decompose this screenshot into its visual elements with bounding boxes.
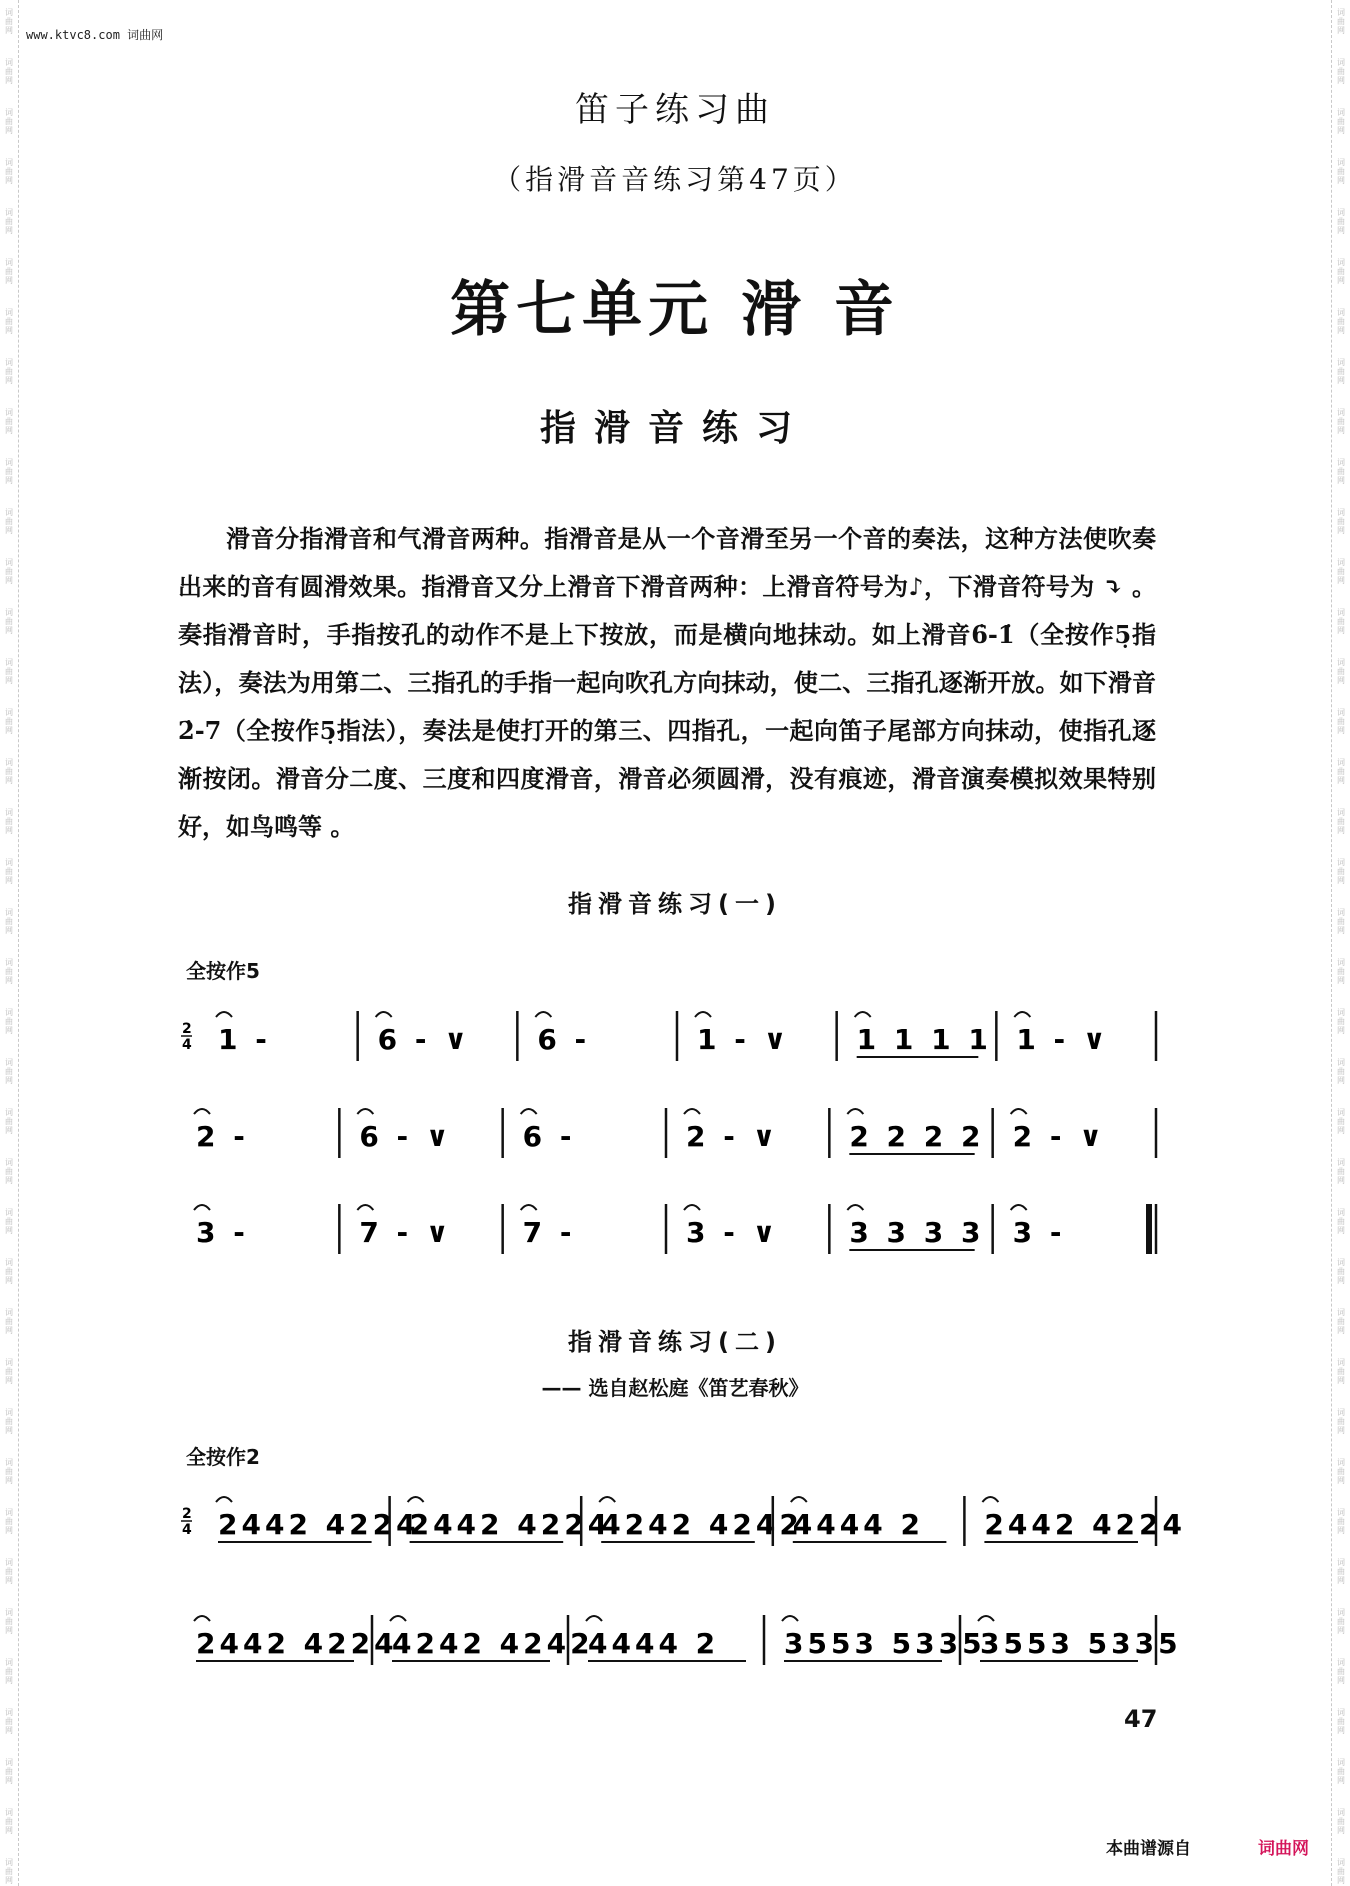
- measure-notes: 2442 4224: [409, 1508, 612, 1541]
- margin-watermark-mark: 词 曲 网: [5, 908, 13, 935]
- margin-watermark-mark: 词 曲 网: [5, 408, 13, 435]
- margin-watermark-mark: 词 曲 网: [1337, 1508, 1345, 1535]
- margin-watermark-mark: 词 曲 网: [1337, 758, 1345, 785]
- margin-watermark-mark: 词 曲 网: [5, 508, 13, 535]
- measure-notes: 7 - ∨: [359, 1216, 453, 1249]
- section-title: 指滑音练习: [539, 408, 810, 449]
- margin-watermark-mark: 词 曲 网: [5, 1458, 13, 1485]
- slide-mark: [376, 1012, 392, 1017]
- margin-watermark-mark: 词 曲 网: [1337, 8, 1345, 35]
- margin-watermark-mark: 词 曲 网: [1337, 1158, 1345, 1185]
- margin-watermark-mark: 词 曲 网: [1337, 1658, 1345, 1685]
- page-number: 47: [1124, 1705, 1158, 1733]
- margin-watermark-mark: 词 曲 网: [1337, 158, 1345, 185]
- notation-staff: [180, 1607, 1182, 1671]
- measure-notes: 1 1 1 1: [856, 1023, 992, 1056]
- measure-notes: 2442 4224: [218, 1508, 420, 1541]
- margin-watermark-mark: 词 曲 网: [1337, 1708, 1345, 1735]
- margin-watermark-mark: 词 曲 网: [5, 658, 13, 685]
- margin-watermark-mark: 词 曲 网: [5, 958, 13, 985]
- slide-mark: [216, 1497, 232, 1502]
- time-signature-numerator: 2: [182, 1506, 192, 1522]
- exercise-1-title: 指滑音练习(一): [568, 890, 782, 918]
- site-watermark: www.ktvc8.com 词曲网: [26, 28, 164, 42]
- time-signature-denominator: 4: [182, 1522, 192, 1538]
- time-signature-denominator: 4: [182, 1037, 192, 1053]
- margin-watermark-mark: 词 曲 网: [5, 808, 13, 835]
- margin-watermark-mark: 词 曲 网: [1337, 1208, 1345, 1235]
- margin-watermark-mark: 词 曲 网: [1337, 458, 1345, 485]
- margin-watermark-mark: 词 曲 网: [1337, 358, 1345, 385]
- measure-notes: 4242 4242: [601, 1508, 803, 1541]
- measure-notes: 6 - ∨: [377, 1023, 472, 1056]
- margin-watermark-mark: 词 曲 网: [1337, 808, 1345, 835]
- margin-watermark-mark: 词 曲 网: [5, 1808, 13, 1835]
- measure-notes: 6 - ∨: [359, 1120, 453, 1153]
- margin-watermark-mark: 词 曲 网: [1337, 958, 1345, 985]
- measure-notes: 2442 4224: [984, 1508, 1187, 1541]
- margin-watermark-mark: 词 曲 网: [5, 458, 13, 485]
- measure-notes: 3553 5335: [980, 1627, 1182, 1660]
- margin-watermark-mark: 词 曲 网: [5, 758, 13, 785]
- margin-watermark-mark: 词 曲 网: [1337, 1258, 1345, 1285]
- margin-watermark-mark: 词 曲 网: [1337, 408, 1345, 435]
- measure-notes: 1 - ∨: [697, 1023, 791, 1056]
- margin-watermark-mark: 词 曲 网: [5, 1308, 13, 1335]
- margin-watermark-mark: 词 曲 网: [5, 1358, 13, 1385]
- slide-mark: [1011, 1109, 1027, 1114]
- measure-notes: 1 - ∨: [1016, 1023, 1110, 1056]
- slide-mark: [791, 1497, 807, 1502]
- margin-watermark-mark: 词 曲 网: [5, 358, 13, 385]
- notation-staff: [180, 1196, 1160, 1260]
- slide-mark: [535, 1012, 551, 1017]
- measure-notes: 4444 2: [792, 1508, 924, 1541]
- unit-title: 第七单元 滑 音: [450, 275, 900, 345]
- slide-mark: [855, 1012, 871, 1017]
- margin-watermark-mark: 词 曲 网: [5, 1258, 13, 1285]
- final-bar-line: [1146, 1204, 1152, 1254]
- intro-paragraph: 滑音分指滑音和气滑音两种。指滑音是从一个音滑至另一个音的奏法，这种方法使吹奏出来的音有圆滑效果。指滑音又分上滑音下滑音两种：上滑音符号为♪，下滑音符号为 ⤵ 。奏指滑音时，手指按孔的动作不是上下按放，而是横向地抹动。如上滑音6̇-1̇（全按作5̣指法），奏法为用第二、三指孔的手指一起向吹孔方向抹动，使二、三指孔逐渐开放。如下滑音2̇-7（全按作5̣指法），奏法是使打开的第三、四指孔，一起向笛子尾部方向抹动，使指孔逐渐按闭。滑音分二度、三度和四度滑音，滑音必须圆滑，没有痕迹，滑音演奏模拟效果特别好，如鸟鸣等 。: [178, 524, 1156, 841]
- margin-watermark-mark: 词 曲 网: [1337, 1808, 1345, 1835]
- slide-mark: [684, 1109, 700, 1114]
- slide-mark: [1014, 1012, 1030, 1017]
- margin-watermark-mark: 词 曲 网: [5, 158, 13, 185]
- margin-watermark-mark: 词 曲 网: [1337, 908, 1345, 935]
- measure-notes: 1 -: [218, 1023, 271, 1056]
- measure-notes: 3 -: [196, 1216, 249, 1249]
- margin-watermark-mark: 词 曲 网: [1337, 1058, 1345, 1085]
- slide-mark: [684, 1205, 700, 1210]
- notation-staff: [180, 1488, 1187, 1552]
- footer-source-label: 本曲谱源自: [1106, 1839, 1191, 1859]
- margin-watermark-mark: 词 曲 网: [5, 858, 13, 885]
- margin-watermark-mark: 词 曲 网: [1337, 1458, 1345, 1485]
- margin-watermark-mark: 词 曲 网: [1337, 658, 1345, 685]
- margin-watermark-mark: 词 曲 网: [1337, 608, 1345, 635]
- time-signature-numerator: 2: [182, 1021, 192, 1037]
- exercise-2-fingering: 全按作2: [186, 1445, 260, 1469]
- exercise-2-row-2: [180, 1607, 1182, 1671]
- exercise-1-row-1: [180, 1003, 1160, 1067]
- exercise-2-source: —— 选自赵松庭《笛艺春秋》: [541, 1376, 809, 1400]
- measure-notes: 4242 4242: [392, 1627, 594, 1660]
- margin-watermark-mark: 词 曲 网: [5, 708, 13, 735]
- margin-watermark-mark: 词 曲 网: [5, 108, 13, 135]
- slide-mark: [847, 1205, 863, 1210]
- margin-watermark-mark: 词 曲 网: [1337, 558, 1345, 585]
- measure-notes: 3 - ∨: [686, 1216, 780, 1249]
- slide-mark: [586, 1616, 602, 1621]
- margin-watermark-mark: 词 曲 网: [1337, 58, 1345, 85]
- slide-mark: [216, 1012, 232, 1017]
- notation-staff: [180, 1100, 1160, 1164]
- page-title: 笛子练习曲: [575, 90, 775, 130]
- slide-mark: [194, 1109, 210, 1114]
- margin-watermark-mark: 词 曲 网: [5, 1008, 13, 1035]
- margin-watermark-mark: 词 曲 网: [1337, 258, 1345, 285]
- slide-mark: [599, 1497, 615, 1502]
- exercise-1-fingering: 全按作5: [186, 959, 260, 983]
- margin-watermark-mark: 词 曲 网: [5, 8, 13, 35]
- margin-watermark-mark: 词 曲 网: [5, 1558, 13, 1585]
- margin-watermark-mark: 词 曲 网: [1337, 1558, 1345, 1585]
- slide-mark: [390, 1616, 406, 1621]
- measure-notes: 3553 5335: [784, 1627, 986, 1660]
- margin-watermark-mark: 词 曲 网: [5, 1608, 13, 1635]
- slide-mark: [978, 1616, 994, 1621]
- margin-watermark-mark: 词 曲 网: [5, 1208, 13, 1235]
- measure-notes: 4444 2: [588, 1627, 720, 1660]
- slide-mark: [1011, 1205, 1027, 1210]
- margin-watermark-mark: 词 曲 网: [1337, 1108, 1345, 1135]
- margin-watermark-mark: 词 曲 网: [5, 1658, 13, 1685]
- measure-notes: 2 - ∨: [686, 1120, 780, 1153]
- measure-notes: 2 2 2 2: [849, 1120, 985, 1153]
- margin-watermark-mark: 词 曲 网: [1337, 1358, 1345, 1385]
- measure-notes: 2 -: [196, 1120, 249, 1153]
- margin-watermark-mark: 词 曲 网: [5, 608, 13, 635]
- margin-watermark-mark: 词 曲 网: [5, 1508, 13, 1535]
- slide-mark: [408, 1497, 424, 1502]
- slide-mark: [194, 1205, 210, 1210]
- margin-watermark-mark: 词 曲 网: [5, 1058, 13, 1085]
- slide-mark: [982, 1497, 998, 1502]
- notation-staff: [180, 1003, 1160, 1067]
- margin-watermark-mark: 词 曲 网: [1337, 1758, 1345, 1785]
- slide-mark: [847, 1109, 863, 1114]
- slide-mark: [357, 1109, 373, 1114]
- margin-watermark-mark: 词 曲 网: [5, 1408, 13, 1435]
- margin-watermark-mark: 词 曲 网: [1337, 308, 1345, 335]
- margin-watermark-mark: 词 曲 网: [1337, 508, 1345, 535]
- margin-watermark-mark: 词 曲 网: [1337, 1858, 1345, 1885]
- footer-brand-link[interactable]: 词曲网: [1258, 1839, 1309, 1859]
- margin-watermark-mark: 词 曲 网: [5, 58, 13, 85]
- margin-watermark-mark: 词 曲 网: [5, 558, 13, 585]
- margin-watermark-mark: 词 曲 网: [5, 308, 13, 335]
- measure-notes: 6 -: [537, 1023, 591, 1056]
- margin-watermark-mark: 词 曲 网: [1337, 1008, 1345, 1035]
- measure-notes: 2442 4224: [196, 1627, 398, 1660]
- exercise-2-row-1: [180, 1488, 1187, 1552]
- exercise-1-row-2: [180, 1100, 1160, 1164]
- slide-mark: [194, 1616, 210, 1621]
- exercise-2-title: 指滑音练习(二): [568, 1328, 782, 1356]
- slide-mark: [357, 1205, 373, 1210]
- margin-watermark-mark: 词 曲 网: [5, 1158, 13, 1185]
- slide-mark: [521, 1205, 537, 1210]
- measure-notes: 3 3 3 3: [849, 1216, 985, 1249]
- exercise-1-row-3: [180, 1196, 1160, 1260]
- margin-watermark-mark: 词 曲 网: [5, 1758, 13, 1785]
- margin-watermark-mark: 词 曲 网: [1337, 208, 1345, 235]
- margin-watermark-mark: 词 曲 网: [1337, 108, 1345, 135]
- measure-notes: 6 -: [522, 1120, 576, 1153]
- measure-notes: 3 -: [1012, 1216, 1066, 1249]
- measure-notes: 2 - ∨: [1012, 1120, 1107, 1153]
- margin-watermark-mark: 词 曲 网: [1337, 858, 1345, 885]
- margin-watermark-mark: 词 曲 网: [5, 1858, 13, 1885]
- margin-watermark-mark: 词 曲 网: [1337, 1308, 1345, 1335]
- margin-watermark-mark: 词 曲 网: [1337, 708, 1345, 735]
- margin-watermark-mark: 词 曲 网: [1337, 1408, 1345, 1435]
- slide-mark: [521, 1109, 537, 1114]
- margin-watermark-mark: 词 曲 网: [5, 258, 13, 285]
- measure-notes: 7 -: [522, 1216, 576, 1249]
- slide-mark: [695, 1012, 711, 1017]
- margin-watermark-mark: 词 曲 网: [5, 1708, 13, 1735]
- page-subtitle: （指滑音音练习第47页）: [493, 163, 857, 196]
- margin-watermark-mark: 词 曲 网: [1337, 1608, 1345, 1635]
- margin-watermark-mark: 词 曲 网: [5, 1108, 13, 1135]
- margin-watermark-mark: 词 曲 网: [5, 208, 13, 235]
- slide-mark: [782, 1616, 798, 1621]
